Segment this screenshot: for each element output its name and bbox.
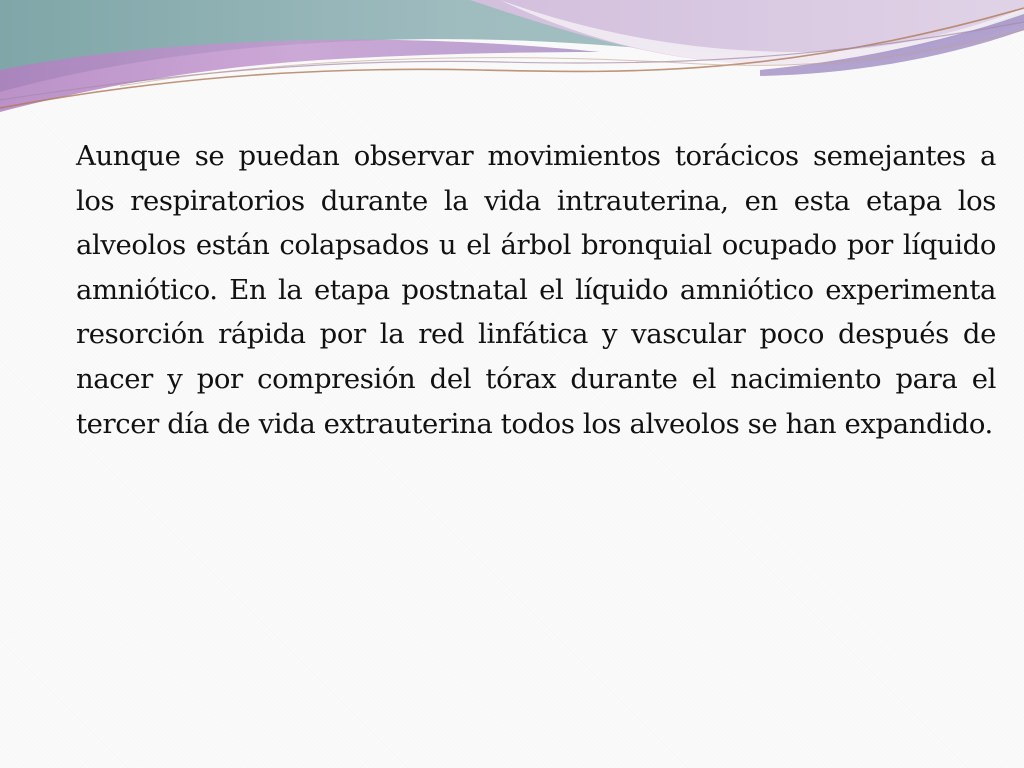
decorative-wave-header <box>0 0 1024 130</box>
slide-body-text: Aunque se puedan observar movimientos torácicos semejantes a los respiratorios durante la vida intrauterina, en esta etapa los alveolos están colapsados u el árbol bronquial ocupado por líquido amniótico. En la etapa postnatal el líquido amniótico experimenta resorción rápida por la red linfática y vascular poco después de nacer y por compresión del tórax durante el nacimiento para el tercer día de vida extrauterina todos los alveolos se han expandido. <box>76 140 996 440</box>
